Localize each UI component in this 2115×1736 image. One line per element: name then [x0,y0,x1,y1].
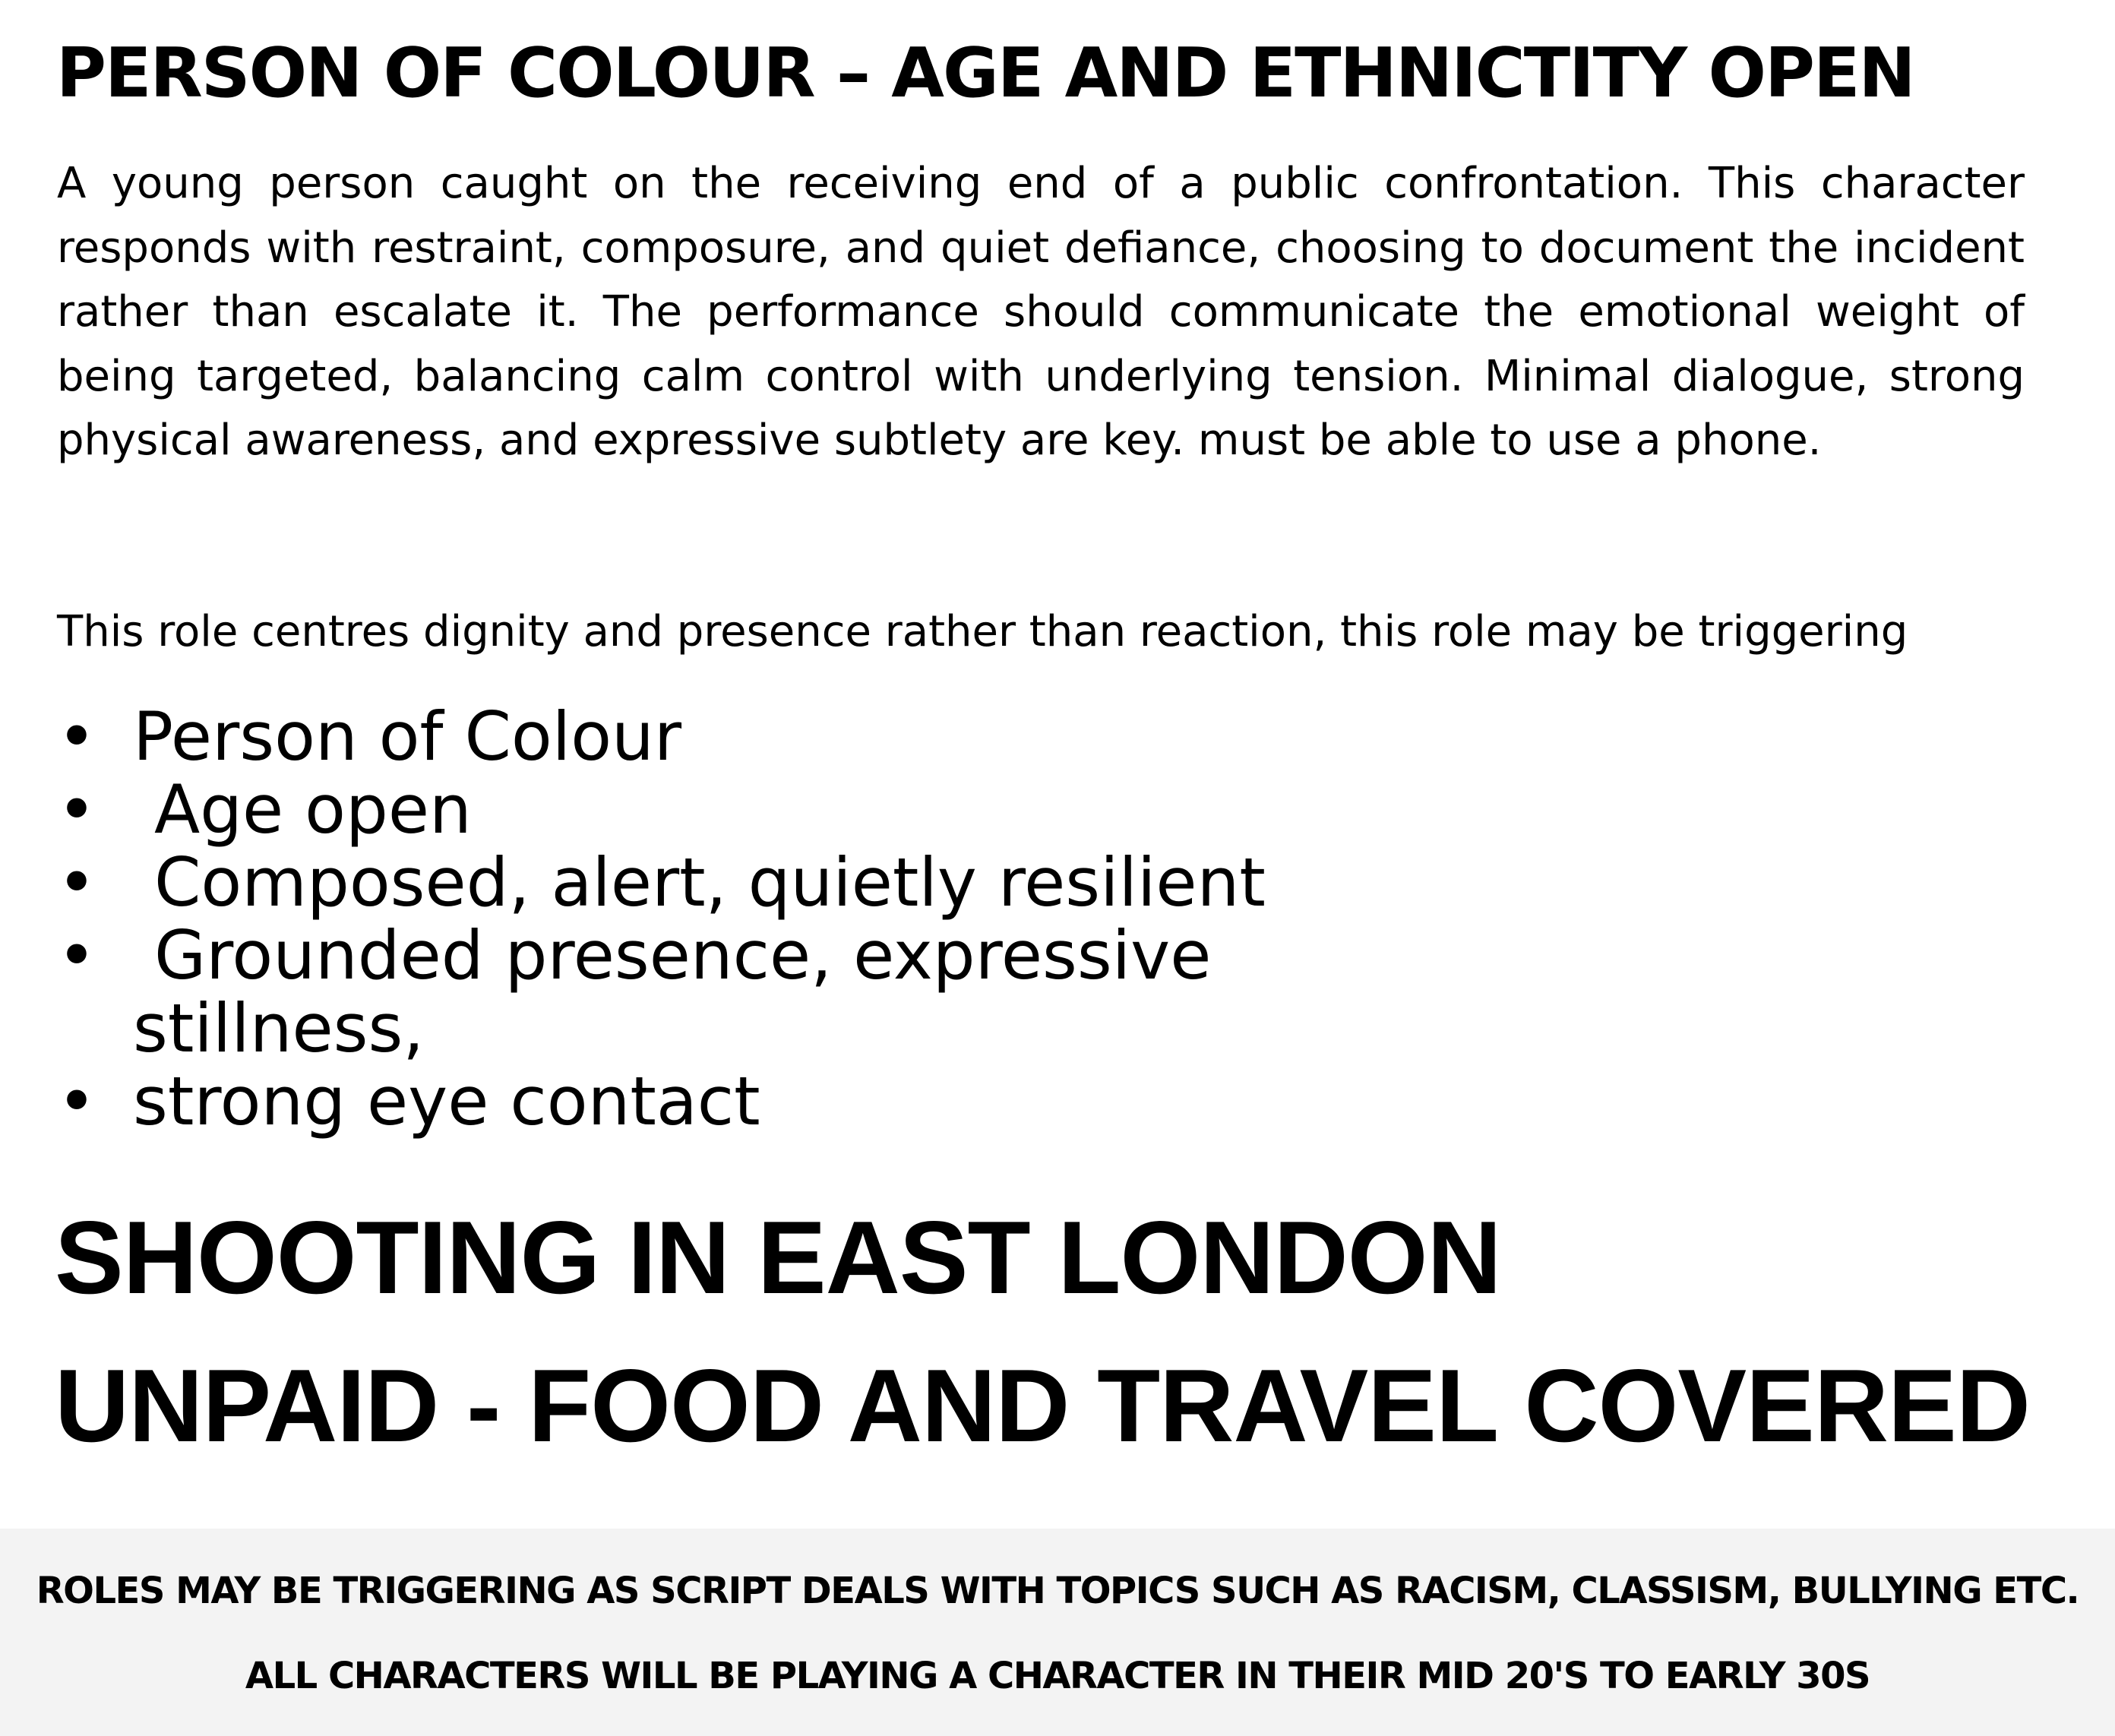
trigger-warning: ROLES MAY BE TRIGGERING AS SCRIPT DEALS WITH TOPICS SUCH AS RACISM, CLASSISM, BULLYING ETC. [36,1570,2079,1612]
trait-list [57,697,1272,1140]
footer-banner [0,1529,2115,1736]
trait-item [57,770,1272,849]
bullet-icon: • [57,1062,96,1140]
age-range-note: ALL CHARACTERS WILL BE PLAYING A CHARACTER IN THEIR MID 20'S TO EARLY 30S [245,1655,1870,1697]
trait-text: strong eye contact [133,1062,760,1140]
pay-terms-heading: UNPAID - FOOD AND TRAVEL COVERED [55,1348,2030,1463]
bullet-icon: • [57,916,96,994]
trait-text: Age open [133,770,472,849]
bullet-icon: • [57,843,96,922]
trait-item [57,697,1272,776]
trigger-note: This role centres dignity and presence rather than reaction, this role may be triggering [57,607,1908,656]
trait-text: Composed, alert, quietly resilient [133,843,1266,922]
trait-text: Person of Colour [133,697,682,776]
trait-text: Grounded presence, expressive stillness, [133,916,1233,1067]
role-description: A young person caught on the receiving end of a public confrontation. This character responds with restraint, composure, and quiet defiance, choosing to document the incident rather than escalate it. The performance should communicate the emotional weight of being targeted, balancing calm control with underlying tension. Minimal dialogue, strong physical awareness, and expressive subtlety are key. must be able to use a phone. [57,159,2025,465]
trait-item [57,916,1257,1067]
trait-item [57,1062,1272,1140]
role-title: PERSON OF COLOUR – AGE AND ETHNICTITY OPEN [56,33,1914,113]
shooting-location-heading: SHOOTING IN EAST LONDON [55,1200,1501,1315]
bullet-icon: • [57,697,96,776]
trait-item [57,843,1272,922]
bullet-icon: • [57,770,96,849]
